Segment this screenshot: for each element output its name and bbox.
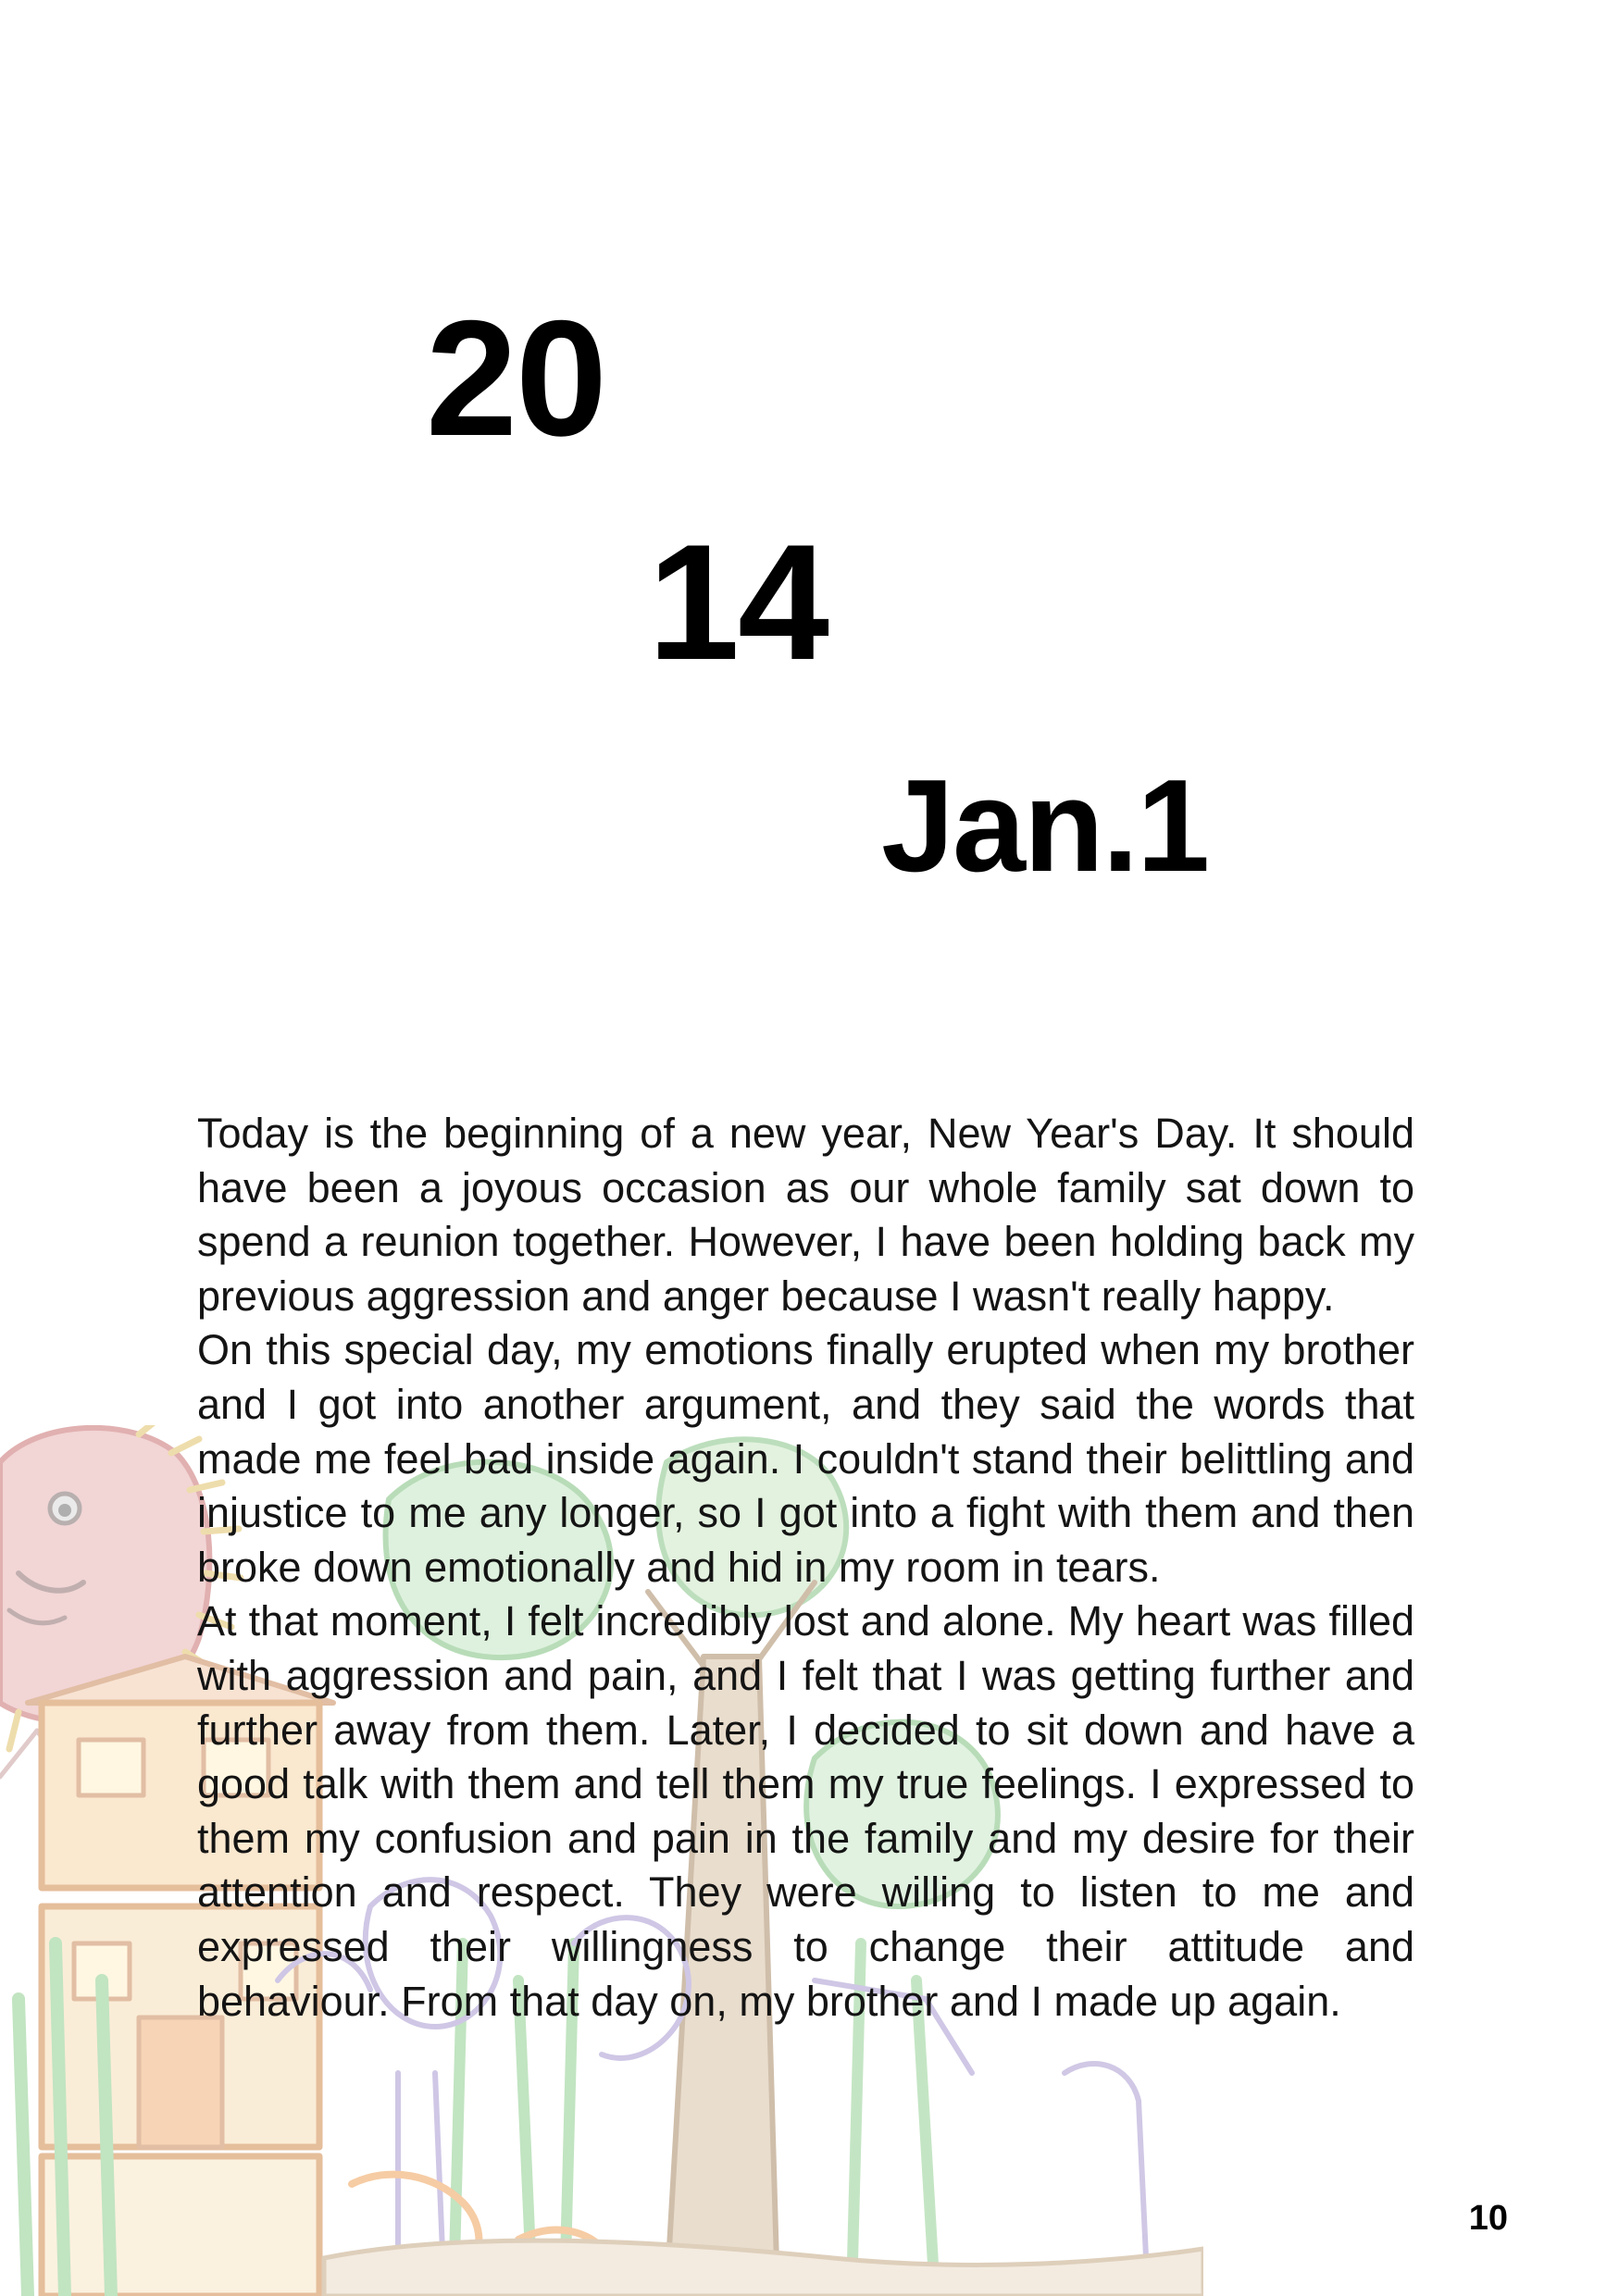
paragraph-2: On this special day, my emotions finally erupted when my brother and I got into another argument, and they said the words that made me feel bad inside again. I couldn't stand their belittling and injustice to me any longer, so I got into a fight with them and then broke down emotionally and hid in my room in tears. xyxy=(197,1326,1414,1591)
paragraph-1: Today is the beginning of a new year, New Year's Day. It should have been a joyous occasion as our whole family sat down to spend a reunion together. However, I have been holding back my previous aggression and anger because I wasn't really happy. xyxy=(197,1110,1414,1320)
year-first-half: 20 xyxy=(426,286,605,470)
year-second-half: 14 xyxy=(648,510,828,694)
paragraph-3: At that moment, I felt incredibly lost and alone. My heart was filled with aggression and pain, and I felt that I was getting further and further away from them. Later, I decided to sit down and have a good talk with them and tell them my true feelings. I expressed to them my confusion and pain in the family and my desire for their attention and respect. They were willing to listen to me and expressed their willingness to change their attitude and behaviour. From that day on, my brother and I made up again. xyxy=(197,1597,1414,2025)
page-number: 10 xyxy=(1468,2199,1508,2238)
entry-date: Jan.1 xyxy=(881,752,1209,900)
diary-entry-text xyxy=(197,1107,1414,2029)
